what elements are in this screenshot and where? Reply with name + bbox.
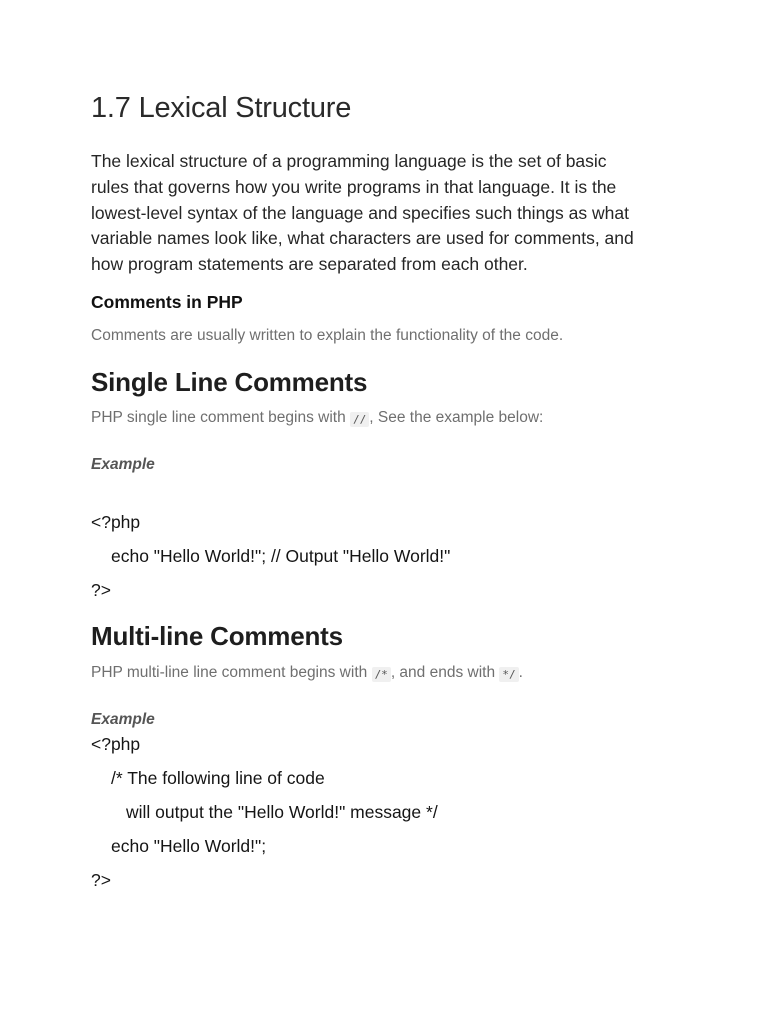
inline-code-close-comment: */ <box>499 667 518 682</box>
multi-text-after: . <box>518 664 523 681</box>
inline-code-slashes: // <box>350 412 369 427</box>
code-line: will output the "Hello World!" message */ <box>126 802 438 822</box>
intro-line: The lexical structure of a programming language is the set of basic <box>91 151 607 171</box>
code-line: echo "Hello World!"; // Output "Hello World!" <box>111 546 451 566</box>
code-line: ?> <box>91 870 111 890</box>
code-line: echo "Hello World!"; <box>111 836 267 856</box>
example-label: Example <box>91 711 155 728</box>
comments-description: Comments are usually written to explain the functionality of the code. <box>91 327 564 344</box>
multi-text-middle: , and ends with <box>390 664 500 681</box>
code-line: <?php <box>91 512 141 532</box>
comments-heading: Comments in PHP <box>91 292 243 312</box>
single-line-description <box>91 409 543 427</box>
multi-line-heading: Multi-line Comments <box>91 621 343 651</box>
code-line: /* The following line of code <box>111 768 325 788</box>
multi-text-before: PHP multi-line line comment begins with <box>91 664 372 681</box>
page-title: 1.7 Lexical Structure <box>91 92 352 124</box>
single-line-heading: Single Line Comments <box>91 367 368 397</box>
intro-line: lowest-level syntax of the language and specifies such things as what <box>91 202 629 223</box>
single-text-before: PHP single line comment begins with <box>91 409 351 426</box>
intro-line: how program statements are separated from each other. <box>91 254 528 275</box>
single-text-after: , See the example below: <box>369 409 544 426</box>
example-label: Example <box>91 456 155 473</box>
intro-line: rules that governs how you write programs in that language. It is the <box>91 176 617 197</box>
code-line: ?> <box>91 580 111 600</box>
intro-line: variable names look like, what characters are used for comments, and <box>91 228 634 249</box>
multi-line-description <box>91 664 523 682</box>
intro-paragraph <box>91 149 711 278</box>
inline-code-open-comment: /* <box>372 667 391 682</box>
code-line: <?php <box>91 734 141 754</box>
